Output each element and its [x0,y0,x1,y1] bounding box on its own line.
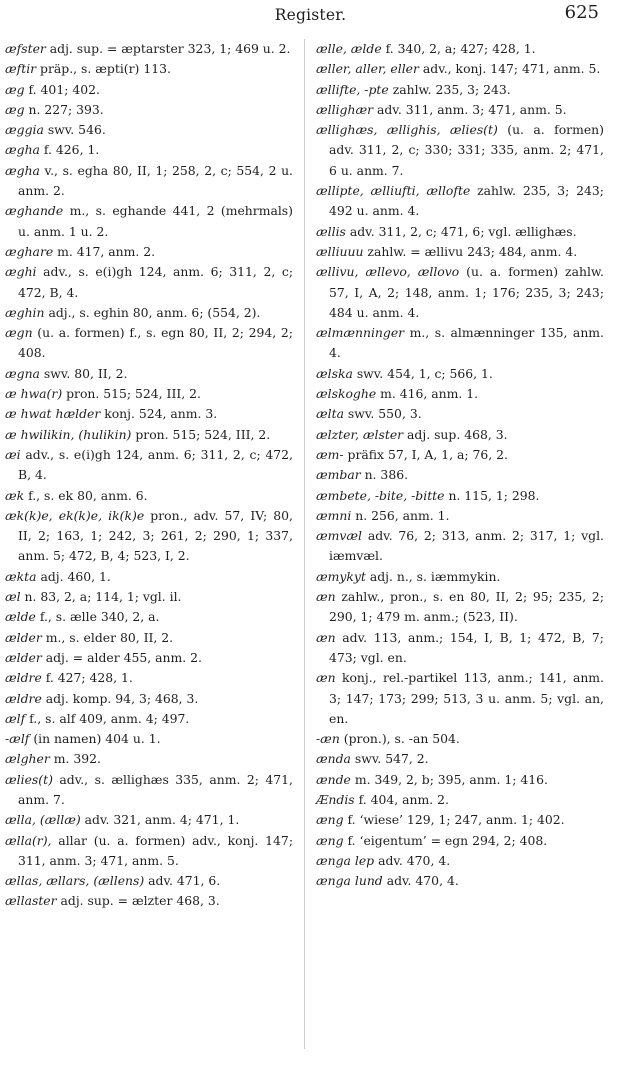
entry-headword: ægha [5,142,40,158]
entry-headword: æng [316,812,344,828]
running-title: Register. [274,6,347,24]
entry-reference: adv. 321, anm. 4; 471, 1. [80,812,240,828]
entry-headword: ælzter, ælster [316,426,404,442]
entry-reference: allar (u. a. formen) adv., konj. 147; 311, anm. 3; 471, anm. 5. [18,832,293,868]
entry-headword: ællifte, -pte [316,81,389,97]
entry-reference: (pron.), s. -an 504. [339,731,460,747]
entry-reference: swv. 547, 2. [350,751,429,767]
index-entry [5,567,293,587]
entry-headword: æmykyt [316,568,366,584]
entry-reference: pron., adv. 57, IV; 80, II, 2; 163, 1; 242, 3; 261, 2; 290, 1; 337, anm. 5; 472, B, 4; 523, I, 2. [18,507,293,564]
index-entry [316,100,604,120]
index-entry [316,729,604,749]
entry-reference: adv. 311, 2, c; 471, 6; vgl. ællighæs. [345,223,577,239]
entry-headword: æn [316,670,336,686]
entry-reference: f. 401; 402. [24,81,100,97]
entry-headword: æg [5,81,25,97]
entry-headword: ællis [316,223,346,239]
index-entry [5,810,293,830]
index-entry [5,39,293,59]
index-entry [5,140,293,160]
entry-headword: æng [316,832,344,848]
index-entry [316,628,604,669]
entry-reference: adv. 471, 6. [144,873,221,889]
entry-reference: f. 426, 1. [39,142,100,158]
entry-headword: æl [5,589,21,605]
entry-headword: ælska [316,365,353,381]
index-entry [316,445,604,465]
index-entry [5,425,293,445]
index-entry [5,668,293,688]
entry-headword: æ hwa(r) [5,386,63,402]
index-entry [316,567,604,587]
index-entry [316,80,604,100]
index-entry [5,689,293,709]
entry-headword: ælgher [5,751,50,767]
entry-headword: ælmænninger [316,325,405,341]
entry-reference: adv. 76, 2; 313, anm. 2; 317, 1; vgl. iæmvæl. [329,528,604,564]
entry-headword: ælta [316,406,344,422]
entry-headword: ællighæs, ællighis, ælies(t) [316,122,498,138]
index-entry [316,486,604,506]
entry-reference: f. 340, 2, a; 427; 428, 1. [381,41,536,56]
entry-headword: ænda [316,751,351,767]
entry-headword: ægna [5,365,40,381]
entry-headword: æftir [5,61,37,77]
entry-reference: adv. 113, anm.; 154, I, B, 1; 472, B, 7; 473; vgl. en. [329,629,604,665]
index-entry [5,242,293,262]
index-entry [316,222,604,242]
entry-reference: (u. a. formen) zahlw. 57, I, A, 2; 148, anm. 1; 176; 235, 3; 243; 484 u. anm. 4. [329,264,604,320]
entry-reference: konj., rel.-partikel 113, anm.; 141, anm. 3; 147; 173; 299; 513, 3 u. anm. 5; vgl. an, en. [329,670,604,726]
entry-reference: adj. 460, 1. [36,568,111,584]
entry-headword: æmni [316,507,352,523]
entry-reference: f. 427; 428, 1. [41,670,133,686]
entry-headword: ælde [5,609,36,625]
entry-headword: æg [5,101,25,117]
index-entry [316,851,604,871]
index-entry [5,648,293,668]
index-entry [316,364,604,384]
entry-headword: ællipte, ælliufti, ællofte [316,183,471,199]
entry-headword: ælle, ælde [316,41,382,56]
entry-headword: æghare [5,243,54,259]
index-entry [316,587,604,628]
entry-headword: æi [5,446,21,462]
index-entry [5,323,293,364]
entry-reference: präp., s. æpti(r) 113. [36,61,171,77]
column-divider [304,39,305,1049]
entry-headword: ægha [5,162,40,178]
index-entry [5,770,293,811]
entry-reference: adj. komp. 94, 3; 468, 3. [41,690,199,706]
index-entry [5,628,293,648]
entry-reference: adv., s. ællighæs 335, anm. 2; 471, anm. 7. [18,771,293,807]
entry-headword: æghi [5,264,37,280]
entry-reference: adj. sup. 468, 3. [403,426,508,442]
index-entry [5,364,293,384]
index-entry [5,891,293,911]
entry-headword: ænde [316,771,351,787]
entry-reference: n. 386. [360,467,409,483]
entry-headword: ældre [5,690,42,706]
index-entry [5,445,293,486]
entry-reference: m. 416, anm. 1. [376,386,479,402]
entry-headword: æfster [5,41,46,56]
entry-reference: (u. a. formen) adv. 311, 2, c; 330; 331; 335, anm. 2; 471, 6 u. anm. 7. [329,122,604,178]
entry-reference: v., s. egha 80, II, 1; 258, 2, c; 554, 2 u. anm. 2. [18,162,293,199]
index-entry [316,506,604,526]
entry-reference: n. 83, 2, a; 114, 1; vgl. il. [20,589,182,605]
entry-reference: adj. sup. = ælzter 468, 3. [56,893,220,909]
index-entry [316,668,604,729]
entry-headword: ælskoghe [316,386,377,402]
entry-reference: adv., s. e(i)gh 124, anm. 6; 311, 2, c; 472, B, 4. [18,264,293,300]
entry-reference: adv. 311, anm. 3; 471, anm. 5. [373,101,567,117]
index-entry [316,770,604,790]
entry-reference: f. 404, anm. 2. [354,791,449,807]
index-entry [5,201,293,242]
right-column [316,39,604,891]
entry-headword: -æn [316,731,340,747]
index-entry [316,181,604,222]
index-entry [316,120,604,181]
entry-headword: æmbete, -bite, -bitte [316,487,445,503]
entry-headword: æmvæl [316,528,363,544]
entry-reference: (in namen) 404 u. 1. [29,731,161,747]
index-entry [316,465,604,485]
entry-reference: pron. 515; 524, III, 2. [131,426,271,442]
index-entry [5,80,293,100]
entry-headword: æn [316,589,336,605]
entry-reference: f. ‘eigentum’ = egn 294, 2; 408. [343,832,548,848]
entry-reference: pron. 515; 524, III, 2. [62,386,201,402]
index-entry [316,404,604,424]
entry-headword: ællas, ællars, (ællens) [5,873,145,889]
entry-headword: ælies(t) [5,771,53,787]
entry-headword: æ hwilikin, (hulikin) [5,426,132,442]
entry-reference: adv., konj. 147; 471, anm. 5. [418,61,601,77]
entry-reference: n. 115, 1; 298. [444,487,540,503]
entry-reference: adj. sup. = æptarster 323, 1; 469 u. 2. [45,41,291,56]
page-header [0,0,621,32]
entry-headword: ækta [5,568,37,584]
index-entry [5,59,293,79]
entry-headword: Ændis [316,791,355,807]
index-entry [5,729,293,749]
entry-reference: m., s. elder 80, II, 2. [41,629,174,645]
index-entry [316,810,604,830]
entry-reference: zahlw. = ællivu 243; 484, anm. 4. [363,243,578,259]
index-entry [5,587,293,607]
entry-headword: æk [5,487,25,503]
entry-headword: ælder [5,649,42,665]
entry-reference: m. 417, anm. 2. [53,243,156,259]
index-entry [5,120,293,140]
index-entry [316,59,604,79]
entry-headword: ælder [5,629,42,645]
entry-headword: ællighær [316,101,374,117]
entry-headword: ælf [5,710,26,726]
index-entry [316,871,604,891]
entry-reference: n. 227; 393. [24,101,104,117]
index-entry [316,323,604,364]
entry-headword: æller, aller, eller [316,61,419,77]
index-entry [5,709,293,729]
index-entry [5,262,293,303]
entry-reference: f., s. alf 409, anm. 4; 497. [25,710,190,726]
entry-reference: f., s. ek 80, anm. 6. [24,487,148,503]
index-entry [5,506,293,567]
index-entry [316,831,604,851]
entry-reference: f., s. ælle 340, 2, a. [35,609,160,625]
entry-reference: m. 392. [49,751,101,767]
entry-reference: (u. a. formen) f., s. egn 80, II, 2; 294, 2; 408. [18,325,293,361]
index-entry [316,384,604,404]
index-entry [5,404,293,424]
index-entry [5,100,293,120]
index-entry [316,790,604,810]
entry-reference: adv. 470, 4. [382,873,459,889]
index-entry [5,161,293,202]
entry-reference: m. 349, 2, b; 395, anm. 1; 416. [350,771,548,787]
entry-reference: adv. 470, 4. [374,852,451,868]
entry-headword: ælla, (ællæ) [5,812,81,828]
index-entry [5,749,293,769]
entry-reference: f. ‘wiese’ 129, 1; 247, anm. 1; 402. [343,812,565,828]
entry-headword: æmbar [316,467,361,483]
left-column [5,39,293,912]
index-entry [316,425,604,445]
entry-reference: zahlw. 235, 3; 243; 492 u. anm. 4. [329,183,604,219]
entry-headword: æm- [316,446,344,462]
entry-headword: æn [316,629,336,645]
index-entry [5,871,293,891]
entry-reference: swv. 546. [43,122,106,138]
entry-headword: æghin [5,304,45,320]
index-entry [5,607,293,627]
entry-reference: adj. = alder 455, anm. 2. [41,649,202,665]
entry-reference: konj. 524, anm. 3. [100,406,218,422]
entry-headword: ælla(r), [5,832,52,848]
entry-reference: swv. 454, 1, c; 566, 1. [352,365,493,381]
entry-headword: ællaster [5,893,57,909]
index-entry [5,303,293,323]
entry-reference: m., s. eghande 441, 2 (mehrmals) u. anm. 1 u. 2. [18,203,293,239]
entry-headword: ægn [5,325,33,341]
index-entry [316,526,604,567]
index-entry [316,242,604,262]
index-entry [5,831,293,872]
entry-headword: æghande [5,203,64,219]
entry-headword: æ hwat hælder [5,406,101,422]
entry-reference: zahlw. 235, 3; 243. [388,81,511,97]
index-entry [316,749,604,769]
entry-headword: -ælf [5,731,30,747]
entry-reference: swv. 80, II, 2. [39,365,128,381]
entry-headword: ænga lep [316,852,375,868]
index-entry [316,262,604,323]
entry-headword: ællivu, ællevo, ællovo [316,264,460,280]
entry-reference: swv. 550, 3. [343,406,422,422]
entry-reference: m., s. almænninger 135, anm. 4. [329,325,604,361]
entry-reference: zahlw., pron., s. en 80, II, 2; 95; 235, 2; 290, 1; 479 m. anm.; (523, II). [329,589,604,625]
index-entry [5,384,293,404]
entry-reference: adj., s. eghin 80, anm. 6; (554, 2). [44,304,261,320]
page-number: 625 [564,2,599,23]
entry-headword: ænga lund [316,873,383,889]
entry-reference: adv., s. e(i)gh 124, anm. 6; 311, 2, c; 472, B, 4. [18,446,293,483]
entry-headword: æk(k)e, ek(k)e, ik(k)e [5,507,145,523]
entry-headword: æggia [5,122,44,138]
entry-reference: adj. n., s. iæmmykin. [365,568,501,584]
entry-headword: ældre [5,670,42,686]
entry-headword: ælliuuu [316,243,364,259]
entry-reference: n. 256, anm. 1. [351,507,450,523]
entry-reference: präfix 57, I, A, 1, a; 76, 2. [343,446,508,462]
index-entry [316,39,604,59]
index-entry [5,486,293,506]
